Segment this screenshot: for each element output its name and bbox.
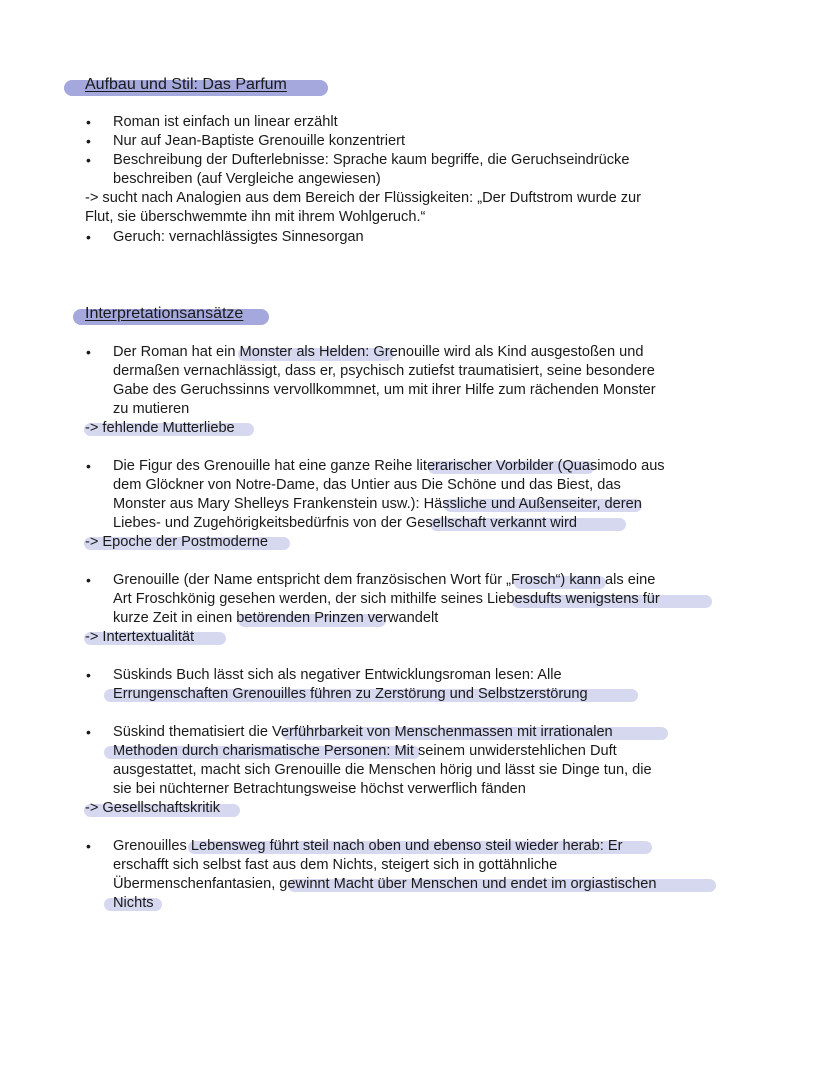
arrow-line: -> Gesellschaftskritik [85, 800, 221, 816]
text-line: Nur auf Jean-Baptiste Grenouille konzentriert [113, 133, 406, 149]
bullet: • [86, 667, 91, 683]
text-line: Methoden durch charismatische Personen: Mit seinem unwiderstehlichen Duft [113, 743, 617, 759]
text-line: Süskinds Buch lässt sich als negativer Entwicklungsroman lesen: Alle [113, 667, 562, 683]
text-line: Flut, sie überschwemmte ihn mit ihrem Wohlgeruch.“ [85, 209, 426, 225]
text-line: Süskind thematisiert die Verführbarkeit von Menschenmassen mit irrationalen [113, 724, 613, 740]
bullet: • [86, 838, 91, 854]
arrow-line: -> Epoche der Postmoderne [85, 534, 268, 550]
section-heading-interpretation: Interpretationsansätze [85, 305, 244, 322]
text-line: Geruch: vernachlässigtes Sinnesorgan [113, 229, 364, 245]
text-line: Grenouilles Lebensweg führt steil nach oben und ebenso steil wieder herab: Er [113, 838, 623, 854]
text-line: Monster aus Mary Shelleys Frankenstein usw.): Hässliche und Außenseiter, deren [113, 496, 642, 512]
text-line: Art Froschkönig gesehen werden, der sich mithilfe seines Liebesdufts wenigstens für [113, 591, 660, 607]
bullet: • [86, 344, 91, 360]
text-line: Gabe des Geruchssinns vervollkommnet, um mit ihrer Hilfe zum rächenden Monster [113, 382, 656, 398]
section-heading-aufbau: Aufbau und Stil: Das Parfum [85, 76, 287, 93]
bullet: • [86, 229, 91, 245]
text-line: kurze Zeit in einen betörenden Prinzen verwandelt [113, 610, 439, 626]
text-line: sie bei nüchterner Betrachtungsweise höchst verwerflich fänden [113, 781, 526, 797]
arrow-line: -> Intertextualität [85, 629, 195, 645]
text-line: beschreiben (auf Vergleiche angewiesen) [113, 171, 381, 187]
text-line: Errungenschaften Grenouilles führen zu Zerstörung und Selbstzerstörung [113, 686, 588, 702]
text-line: dem Glöckner von Notre-Dame, das Untier aus Die Schöne und das Biest, das [113, 477, 621, 493]
text-line: Der Roman hat ein Monster als Helden: Grenouille wird als Kind ausgestoßen und [113, 344, 644, 360]
text-line: Grenouille (der Name entspricht dem französischen Wort für „Frosch“) kann als eine [113, 572, 656, 588]
text-line: Liebes- und Zugehörigkeitsbedürfnis von der Gesellschaft verkannt wird [113, 515, 578, 531]
bullet: • [86, 152, 91, 168]
text-line: Roman ist einfach un linear erzählt [113, 114, 338, 130]
bullet: • [86, 724, 91, 740]
text-line: erschafft sich selbst fast aus dem Nichts, steigert sich in gottähnliche [113, 857, 558, 873]
text-line: Die Figur des Grenouille hat eine ganze Reihe literarischer Vorbilder (Quasimodo aus [113, 458, 665, 474]
bullet: • [86, 458, 91, 474]
text-line: dermaßen vernachlässigt, dass er, psychisch zutiefst traumatisiert, seine besondere [113, 363, 655, 379]
bullet: • [86, 133, 91, 149]
text-line: Übermenschenfantasien, gewinnt Macht über Menschen und endet im orgiastischen [113, 876, 657, 892]
text-line: zu mutieren [113, 401, 190, 417]
bullet: • [86, 572, 91, 588]
arrow-line: -> fehlende Mutterliebe [85, 420, 235, 436]
bullet: • [86, 114, 91, 130]
text-line: Nichts [113, 895, 154, 911]
text-line: Beschreibung der Dufterlebnisse: Sprache kaum begriffe, die Geruchseindrücke [113, 152, 630, 168]
text-line: ausgestattet, macht sich Grenouille die Menschen hörig und lässt sie Dinge tun, die [113, 762, 652, 778]
arrow-line: -> sucht nach Analogien aus dem Bereich der Flüssigkeiten: „Der Duftstrom wurde zur [85, 190, 642, 206]
